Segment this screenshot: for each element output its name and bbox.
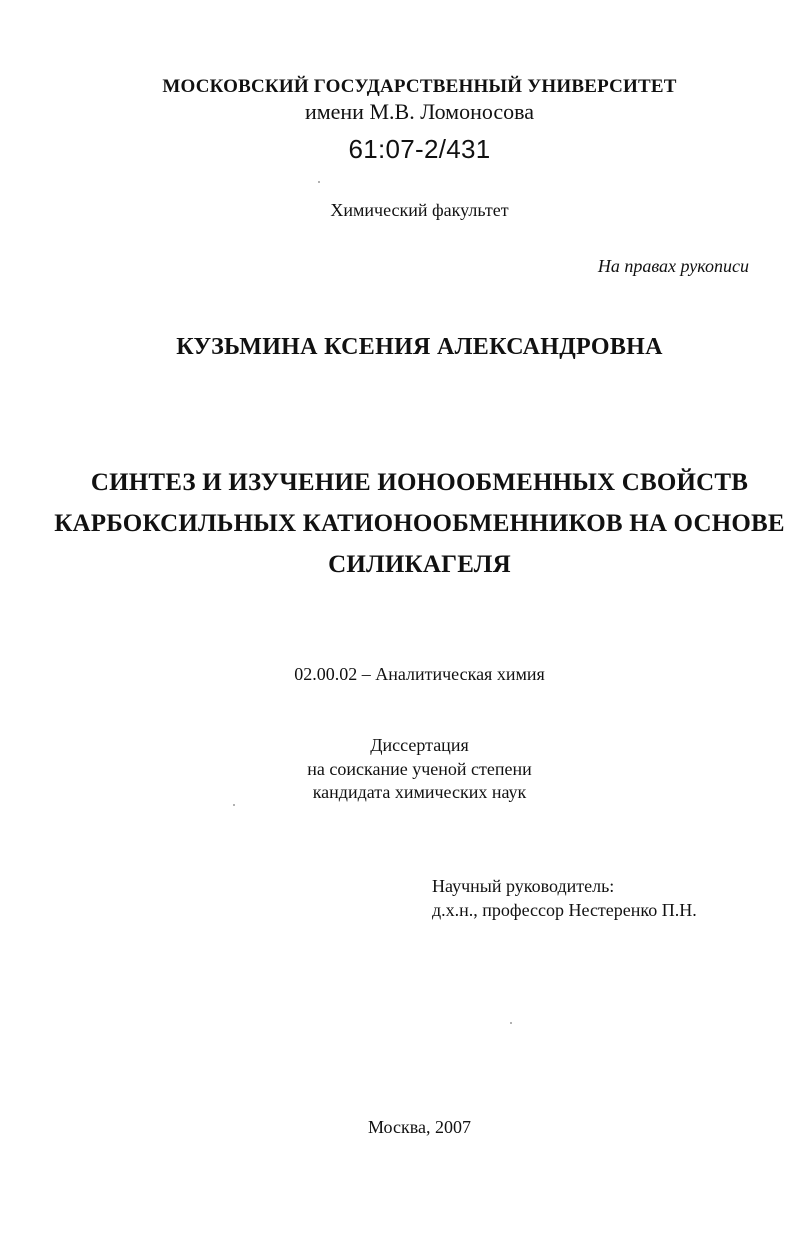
- dissertation-title-line: СИЛИКАГЕЛЯ: [328, 551, 511, 578]
- catalog-code: 61:07-2/431: [348, 134, 491, 164]
- author-name: КУЗЬМИНА КСЕНИЯ АЛЕКСАНДРОВНА: [176, 334, 663, 360]
- dissertation-title-line: КАРБОКСИЛЬНЫХ КАТИОНООБМЕННИКОВ НА ОСНОВЕ: [54, 510, 785, 537]
- advisor-name: д.х.н., профессор Нестеренко П.Н.: [432, 900, 697, 920]
- faculty: Химический факультет: [330, 200, 509, 220]
- dissertation-type-line: кандидата химических наук: [312, 782, 527, 802]
- university-name: МОСКОВСКИЙ ГОСУДАРСТВЕННЫЙ УНИВЕРСИТЕТ: [162, 76, 677, 97]
- dissertation-type-line: на соискание ученой степени: [307, 759, 532, 779]
- rights-note: На правах рукописи: [597, 256, 749, 276]
- dissertation-type-line: Диссертация: [370, 735, 469, 755]
- advisor-label: Научный руководитель:: [432, 876, 615, 896]
- scan-speck: [318, 181, 320, 183]
- scan-speck: [510, 1022, 512, 1024]
- specialty: 02.00.02 – Аналитическая химия: [294, 664, 545, 684]
- scan-speck: [233, 804, 235, 806]
- dissertation-title-line: СИНТЕЗ И ИЗУЧЕНИЕ ИОНООБМЕННЫХ СВОЙСТВ: [90, 469, 749, 496]
- university-named-after: имени М.В. Ломоносова: [304, 99, 535, 124]
- city-year: Москва, 2007: [368, 1117, 471, 1137]
